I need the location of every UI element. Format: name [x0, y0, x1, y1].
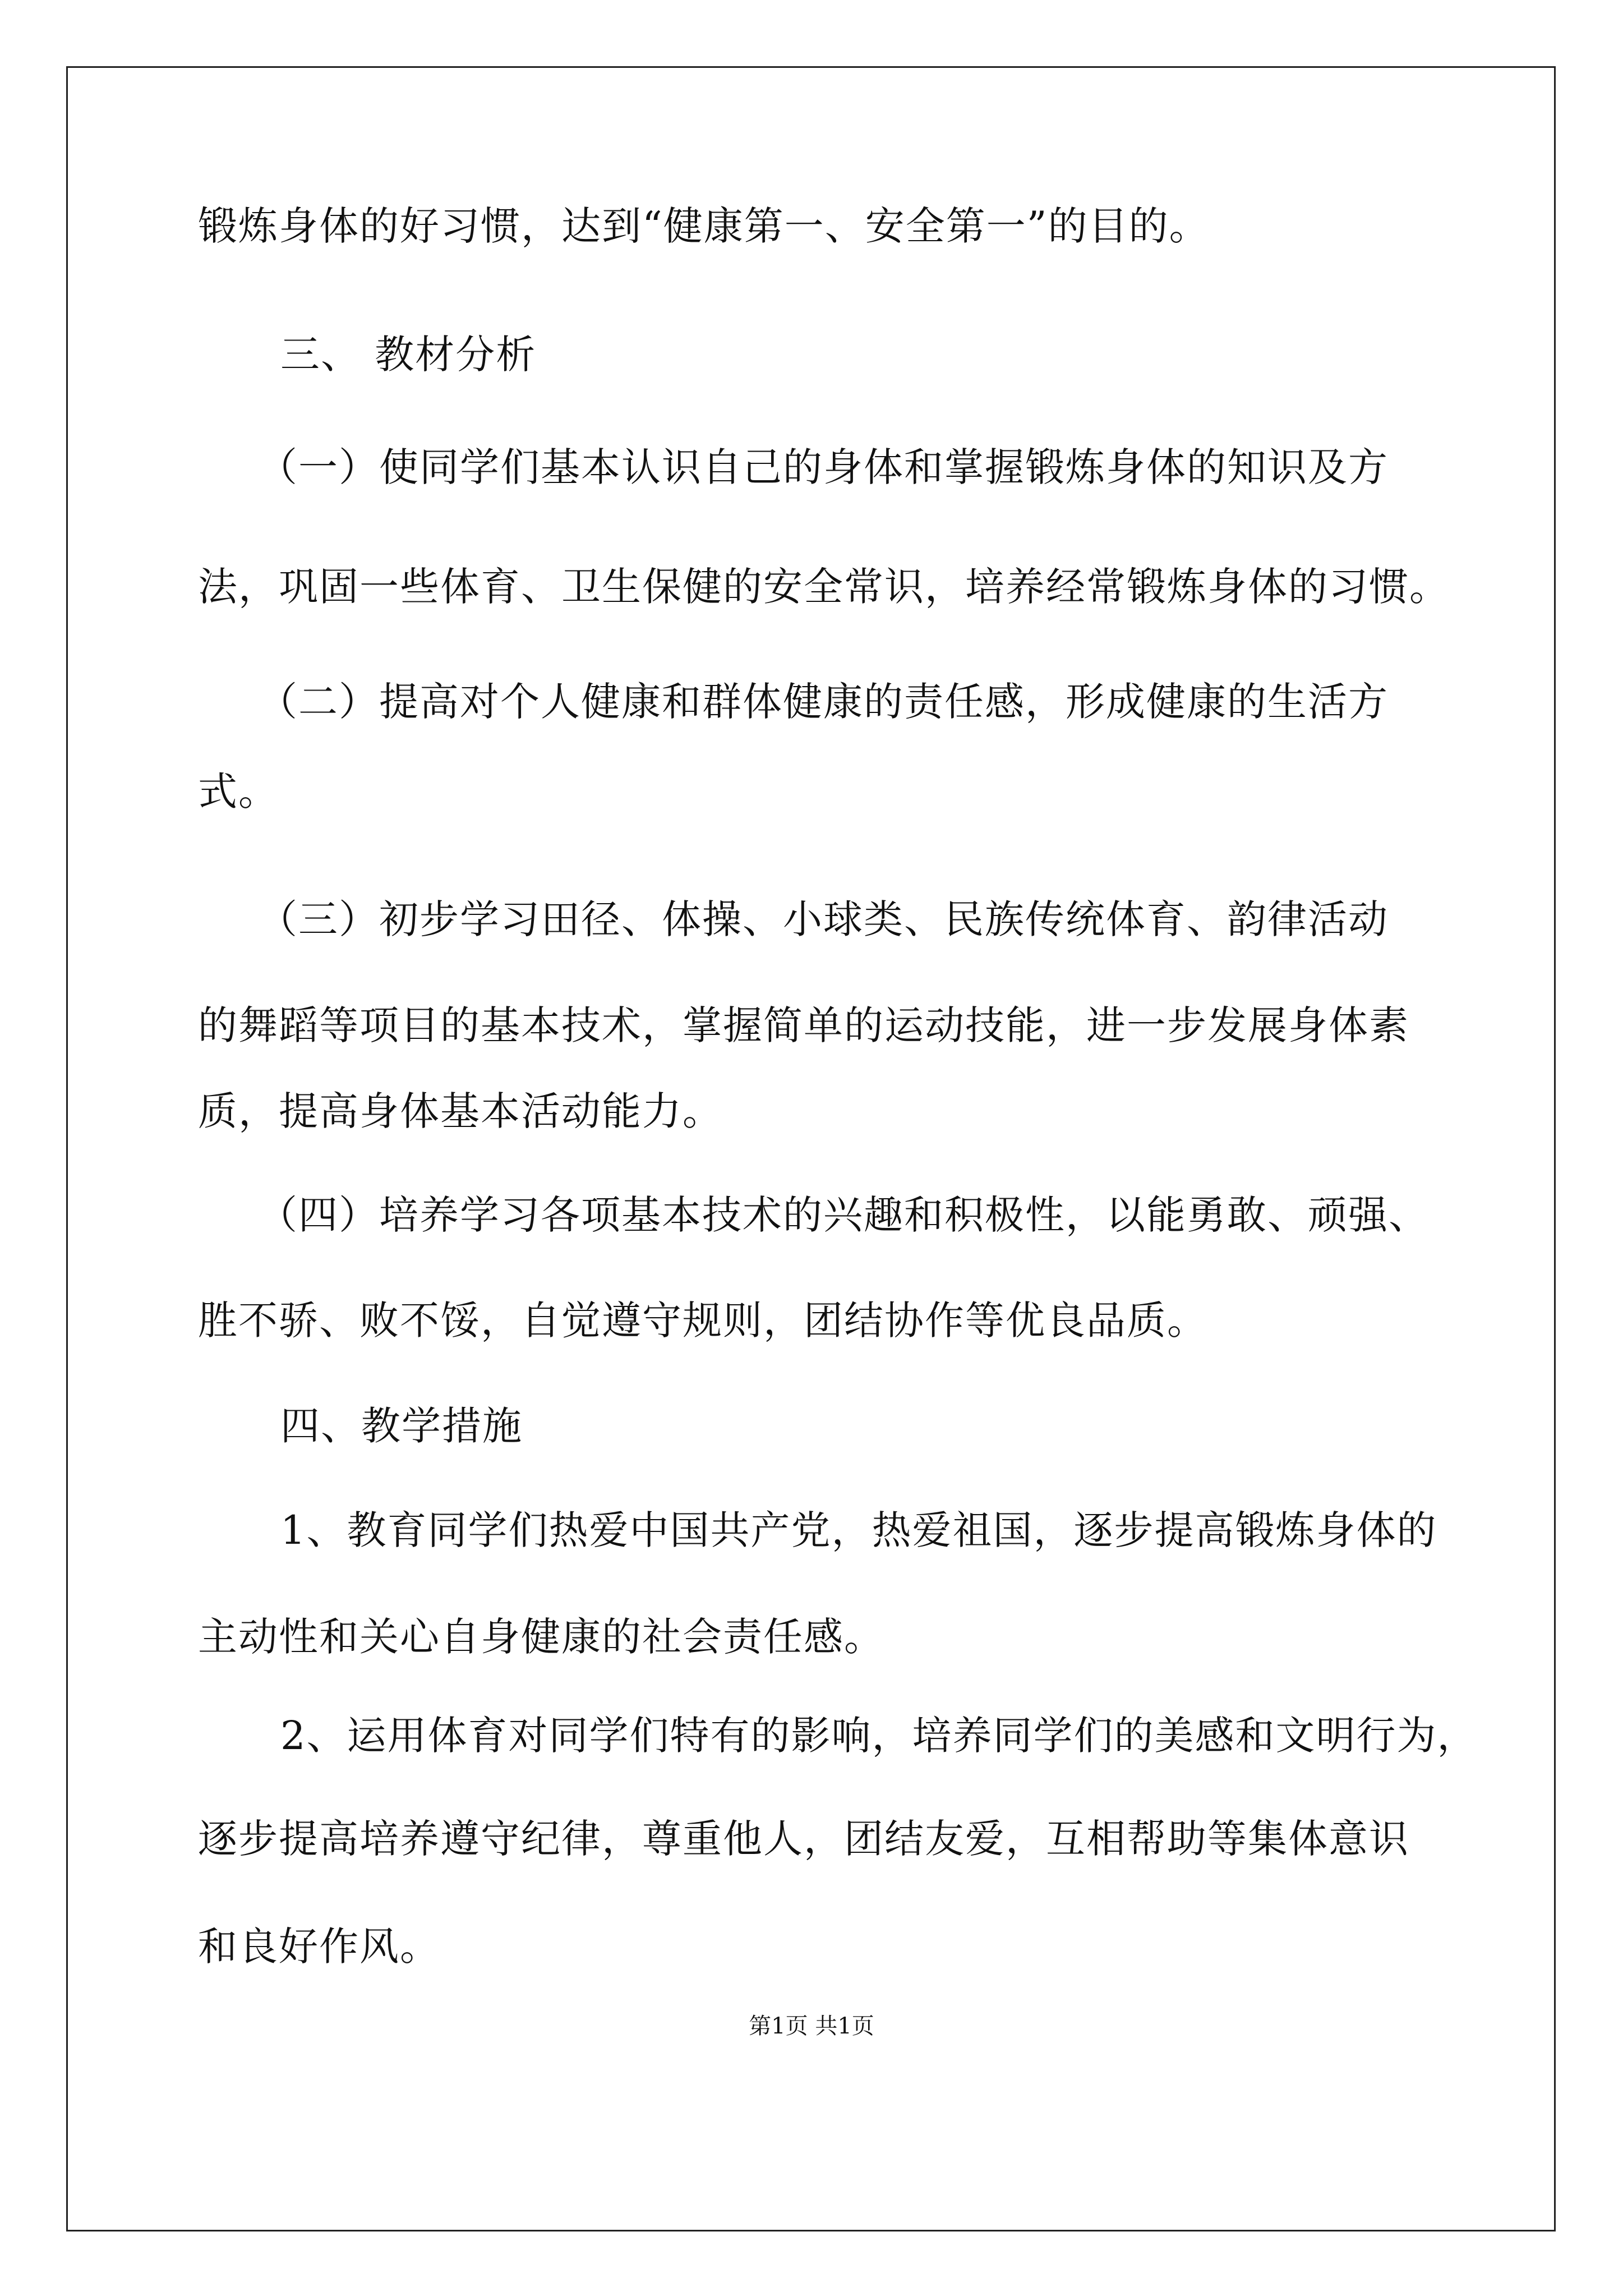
section-heading: 三、 教材分析 [280, 332, 537, 378]
text-line: （三）初步学习田径、体操、小球类、民族传统体育、韵律活动 [258, 896, 1389, 942]
text-line: 主动性和关心自身健康的社会责任感。 [198, 1614, 884, 1660]
text-line: 胜不骄、败不馁，自觉遵守规则，团结协作等优良品质。 [198, 1297, 1207, 1343]
text-line: 锻炼身体的好习惯，达到“健康第一、安全第一”的目的。 [198, 203, 1210, 249]
text-line: 和良好作风。 [198, 1924, 440, 1970]
text-line: 式。 [198, 769, 279, 815]
text-line: （一）使同学们基本认识自己的身体和掌握锻炼身体的知识及方 [258, 444, 1389, 490]
text-line: 1、教育同学们热爱中国共产党，热爱祖国，逐步提高锻炼身体的 [280, 1507, 1437, 1553]
text-line: （二）提高对个人健康和群体健康的责任感，形成健康的生活方 [258, 679, 1389, 725]
page-number-footer: 第1页 共1页 [749, 2013, 874, 2039]
section-heading: 四、教学措施 [280, 1403, 523, 1449]
text-line: 法，巩固一些体育、卫生保健的安全常识，培养经常锻炼身体的习惯。 [198, 564, 1450, 610]
text-line: 的舞蹈等项目的基本技术，掌握简单的运动技能，进一步发展身体素 [198, 1002, 1409, 1048]
text-line: 逐步提高培养遵守纪律，尊重他人，团结友爱，互相帮助等集体意识 [198, 1816, 1409, 1862]
text-line: 质，提高身体基本活动能力。 [198, 1088, 723, 1134]
text-line: （四）培养学习各项基本技术的兴趣和积极性，以能勇敢、顽强、 [258, 1192, 1429, 1238]
page-border [66, 66, 1556, 2231]
text-line: 2、运用体育对同学们特有的影响，培养同学们的美感和文明行为， [280, 1713, 1478, 1759]
